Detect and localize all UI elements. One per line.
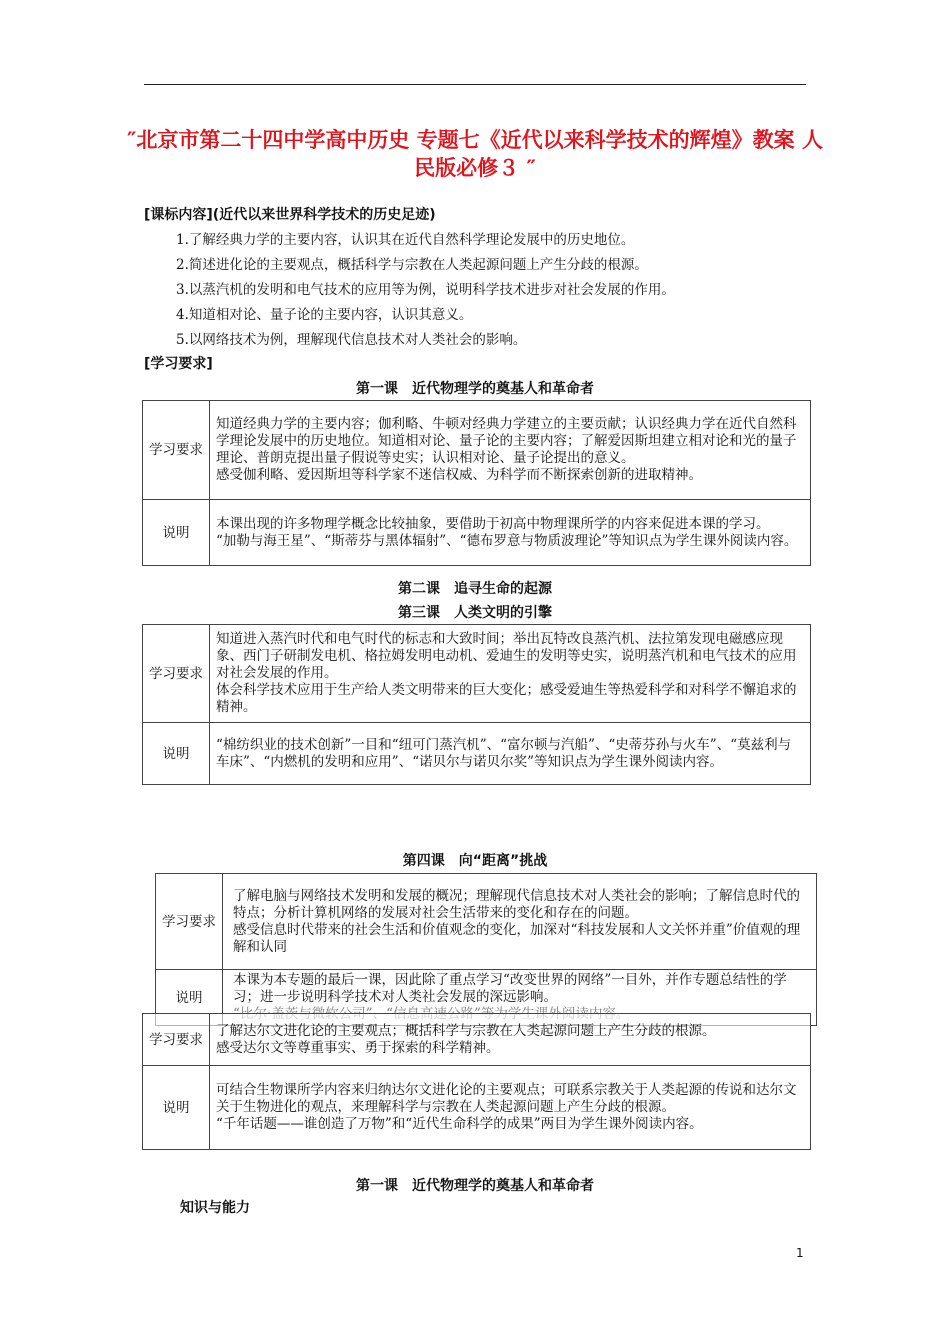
lesson4-req-text: 了解电脑与网络技术发明和发展的概况；理解现代信息技术对人类社会的影响；了解信息时代的特点；分析计算机网络的发展对社会生活带来的变化和存在的问题。 感受信息时代带来的社会生活和价值观念的变化，加深对“科技发展和人文关怀并重”价值观的理解和认同: [223, 874, 817, 970]
knowledge-heading: 知识与能力: [180, 1200, 250, 1216]
lesson3-table: [142, 624, 811, 785]
lesson2-req-label: 学习要求: [143, 1014, 210, 1066]
lesson1-table: [142, 400, 811, 566]
lesson1-note-label: 说明: [143, 500, 210, 566]
lesson3-req-text: 知道进入蒸汽时代和电气时代的标志和大致时间；举出瓦特改良蒸汽机、法拉第发现电磁感应现象、西门子研制发电机、格拉姆发明电动机、爱迪生的发明等史实，说明蒸汽机和电气技术的应用对社会发展的作用。 体会科学技术应用于生产给人类文明带来的巨大变化；感受爱迪生等热爱科学和对科学不懈追求的精神。: [210, 625, 811, 723]
lesson4-table: [155, 873, 817, 1026]
lesson1-req-text: 知道经典力学的主要内容；伽利略、牛顿对经典力学建立的主要贡献；认识经典力学在近代自然科学理论发展中的历史地位。知道相对论、量子论的主要内容；了解爱因斯坦建立相对论和光的量子理论、普朗克提出量子假说等史实；认识相对论、量子论提出的意义。 感受伽利略、爱因斯坦等科学家不迷信权威、为科学而不断探索创新的进取精神。: [210, 401, 811, 500]
lesson2-table: [142, 1013, 811, 1150]
header-rule: [144, 84, 806, 85]
lesson2-title: 第二课 追寻生命的起源: [398, 581, 552, 597]
lesson4-note-main: 本课为本专题的最后一课，因此除了重点学习“改变世界的网络”一目外，并作专题总结性的学习；进一步说明科学技术对人类社会发展的深远影响。: [233, 972, 787, 1005]
lesson3-note-text: “棉纺织业的技术创新”一目和“纽可门蒸汽机”、“富尔顿与汽船”、“史蒂芬孙与火车”、“莫兹利与车床”、“内燃机的发明和应用”、“诺贝尔与诺贝尔奖”等知识点为学生课外阅读内容。: [210, 723, 811, 785]
lesson4-req-label: 学习要求: [156, 874, 223, 970]
lesson3-note-label: 说明: [143, 723, 210, 785]
lesson3-title: 第三课 人类文明的引擎: [398, 605, 552, 621]
lesson4-title: 第四课 向“距离”挑战: [402, 853, 548, 869]
lesson4-note-label: 说明: [156, 970, 223, 1026]
knowledge-lesson-title: 第一课 近代物理学的奠基人和革命者: [356, 1178, 594, 1194]
lesson3-req-label: 学习要求: [143, 625, 210, 723]
standard-item-3: 3.以蒸汽机的发明和电气技术的应用等为例，说明科学技术进步对社会发展的作用。: [176, 282, 675, 298]
lesson2-note-text: 可结合生物课所学内容来归纳达尔文进化论的主要观点；可联系宗教关于人类起源的传说和达尔文关于生物进化的观点，来理解科学与宗教在人类起源问题上产生分歧的根源。 “千年话题——谁创造了万物”和“近代生命科学的成果”两目为学生课外阅读内容。: [210, 1066, 811, 1150]
standard-item-4: 4.知道相对论、量子论的主要内容，认识其意义。: [176, 307, 473, 323]
standard-item-1: 1.了解经典力学的主要内容，认识其在近代自然科学理论发展中的历史地位。: [176, 232, 635, 248]
lesson1-note-text: 本课出现的许多物理学概念比较抽象，要借助于初高中物理课所学的内容来促进本课的学习。 “加勒与海王星”、“斯蒂芬与黑体辐射”、“德布罗意与物质波理论”等知识点为学生课外阅读内容。: [210, 500, 811, 566]
page-title: ″北京市第二十四中学高中历史 专题七《近代以来科学技术的辉煌》教案 人民版必修３ ″: [126, 128, 823, 180]
lesson1-req-label: 学习要求: [143, 401, 210, 500]
lesson2-note-label: 说明: [143, 1066, 210, 1150]
standard-item-5: 5.以网络技术为例，理解现代信息技术对人类社会的影响。: [176, 332, 527, 348]
lesson1-title: 第一课 近代物理学的奠基人和革命者: [356, 381, 594, 397]
standard-item-2: 2.简述进化论的主要观点，概括科学与宗教在人类起源问题上产生分歧的根源。: [176, 257, 648, 273]
lesson2-req-text: 了解达尔文进化论的主要观点；概括科学与宗教在人类起源问题上产生分歧的根源。 感受达尔文等尊重事实、勇于探索的科学精神。: [210, 1014, 811, 1066]
standards-heading: [课标内容](近代以来世界科学技术的历史足迹): [144, 207, 436, 223]
page-number: 1: [796, 1246, 804, 1260]
requirements-heading: [学习要求]: [144, 356, 213, 372]
